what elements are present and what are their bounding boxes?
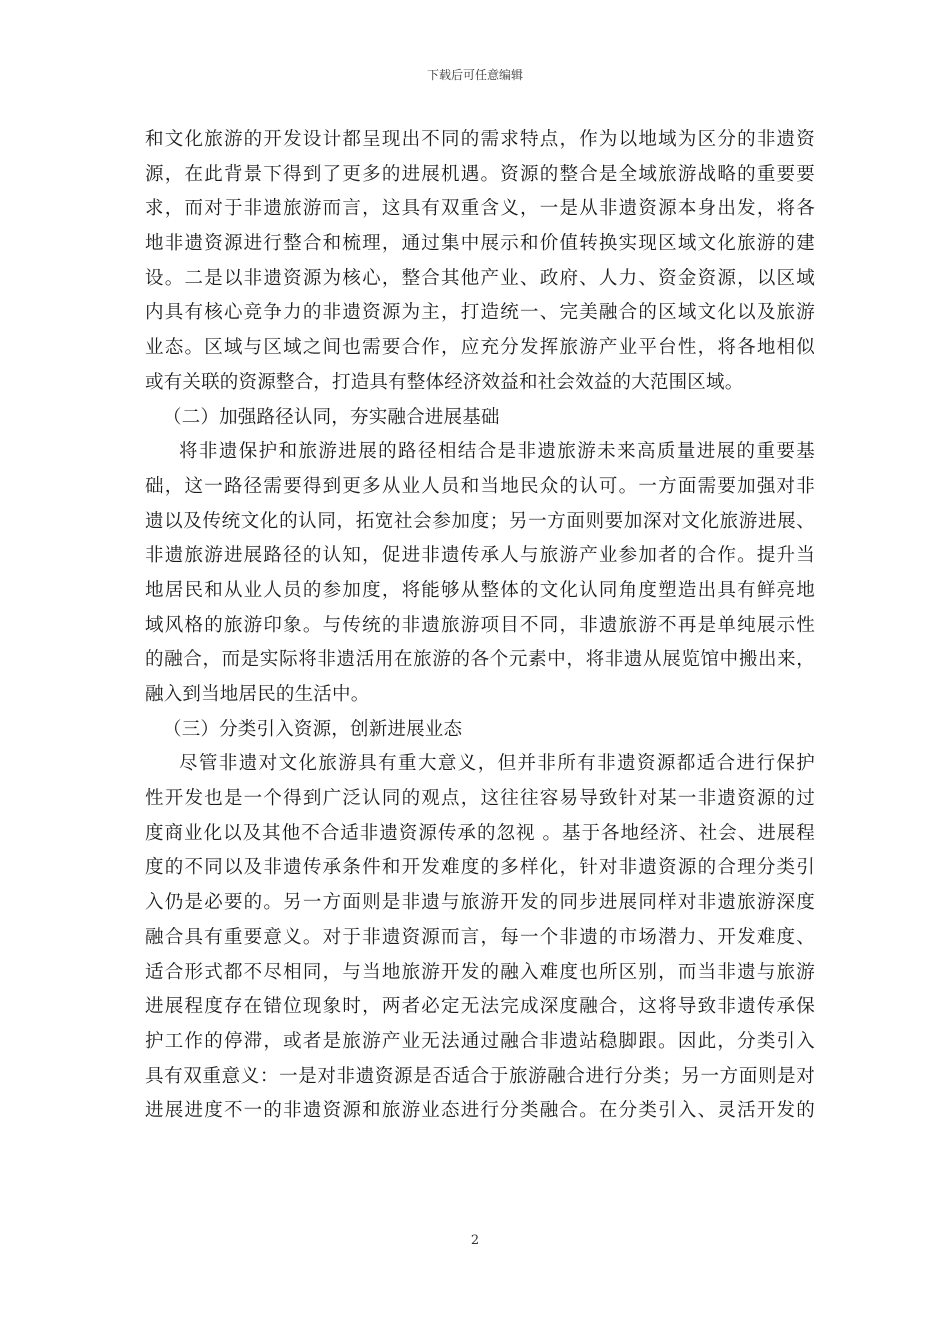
text-line: 业态。区域与区域之间也需要合作，应充分发挥旅游产业平台性，将各地相似 xyxy=(145,337,815,359)
text-line: 内具有核心竞争力的非遗资源为主，打造统一、完美融合的区域文化以及旅游 xyxy=(145,302,815,324)
section-heading: （三）分类引入资源，创新进展业态 xyxy=(163,718,463,740)
text-line: 度商业化以及其他不合适非遗资源传承的忽视 。基于各地经济、社会、进展程 xyxy=(145,822,815,844)
text-line: 护工作的停滞，或者是旅游产业无法通过融合非遗站稳脚跟。因此，分类引入 xyxy=(145,1030,815,1052)
text-line: 具有双重意义：一是对非遗资源是否适合于旅游融合进行分类；另一方面则是对 xyxy=(145,1065,815,1087)
text-line: 尽管非遗对文化旅游具有重大意义，但并非所有非遗资源都适合进行保护 xyxy=(179,753,815,775)
section-heading: （二）加强路径认同，夯实融合进展基础 xyxy=(163,406,500,428)
text-line: 源，在此背景下得到了更多的进展机遇。资源的整合是全域旅游战略的重要要 xyxy=(145,163,815,185)
text-line: 设。二是以非遗资源为核心，整合其他产业、政府、人力、资金资源，以区域 xyxy=(145,267,815,289)
text-line: 度的不同以及非遗传承条件和开发难度的多样化，针对非遗资源的合理分类引 xyxy=(145,857,815,879)
page-number: 2 xyxy=(470,1233,480,1248)
page-header: 下载后可任意编辑 xyxy=(426,68,523,82)
text-line: 融合具有重要意义。对于非遗资源而言，每一个非遗的市场潜力、开发难度、 xyxy=(145,926,815,948)
text-line: 适合形式都不尽相同，与当地旅游开发的融入难度也所区别，而当非遗与旅游 xyxy=(145,961,815,983)
text-line: 和文化旅游的开发设计都呈现出不同的需求特点，作为以地域为区分的非遗资 xyxy=(145,129,815,150)
text-line: 或有关联的资源整合，打造具有整体经济效益和社会效益的大范围区域。 xyxy=(145,371,744,393)
text-line: 融入到当地居民的生活中。 xyxy=(145,684,370,705)
text-line: 入仍是必要的。另一方面则是非遗与旅游开发的同步进展同样对非遗旅游深度 xyxy=(145,892,815,914)
document-body xyxy=(145,123,815,1129)
text-line: 进展进度不一的非遗资源和旅游业态进行分类融合。在分类引入、灵活开发的 xyxy=(145,1100,815,1122)
text-line: 进展程度存在错位现象时，两者必定无法完成深度融合，这将导致非遗传承保 xyxy=(145,996,815,1018)
text-line: 地非遗资源进行整合和梳理，通过集中展示和价值转换实现区域文化旅游的建 xyxy=(145,233,815,255)
text-line: 地居民和从业人员的参加度，将能够从整体的文化认同角度塑造出具有鲜亮地 xyxy=(145,579,815,601)
text-line: 非遗旅游进展路径的认知，促进非遗传承人与旅游产业参加者的合作。提升当 xyxy=(145,545,815,567)
text-line: 将非遗保护和旅游进展的路径相结合是非遗旅游未来高质量进展的重要基 xyxy=(179,441,815,463)
text-line: 域风格的旅游印象。与传统的非遗旅游项目不同，非遗旅游不再是单纯展示性 xyxy=(145,614,815,636)
text-line: 的融合，而是实际将非遗活用在旅游的各个元素中，将非遗从展览馆中搬出来， xyxy=(145,649,815,671)
text-line: 础，这一路径需要得到更多从业人员和当地民众的认可。一方面需要加强对非 xyxy=(145,475,815,497)
text-line: 求，而对于非遗旅游而言，这具有双重含义，一是从非遗资源本身出发，将各 xyxy=(145,198,815,220)
text-line: 性开发也是一个得到广泛认同的观点，这往往容易导致针对某一非遗资源的过 xyxy=(145,788,815,810)
text-line: 遗以及传统文化的认同，拓宽社会参加度；另一方面则要加深对文化旅游进展、 xyxy=(145,510,815,532)
